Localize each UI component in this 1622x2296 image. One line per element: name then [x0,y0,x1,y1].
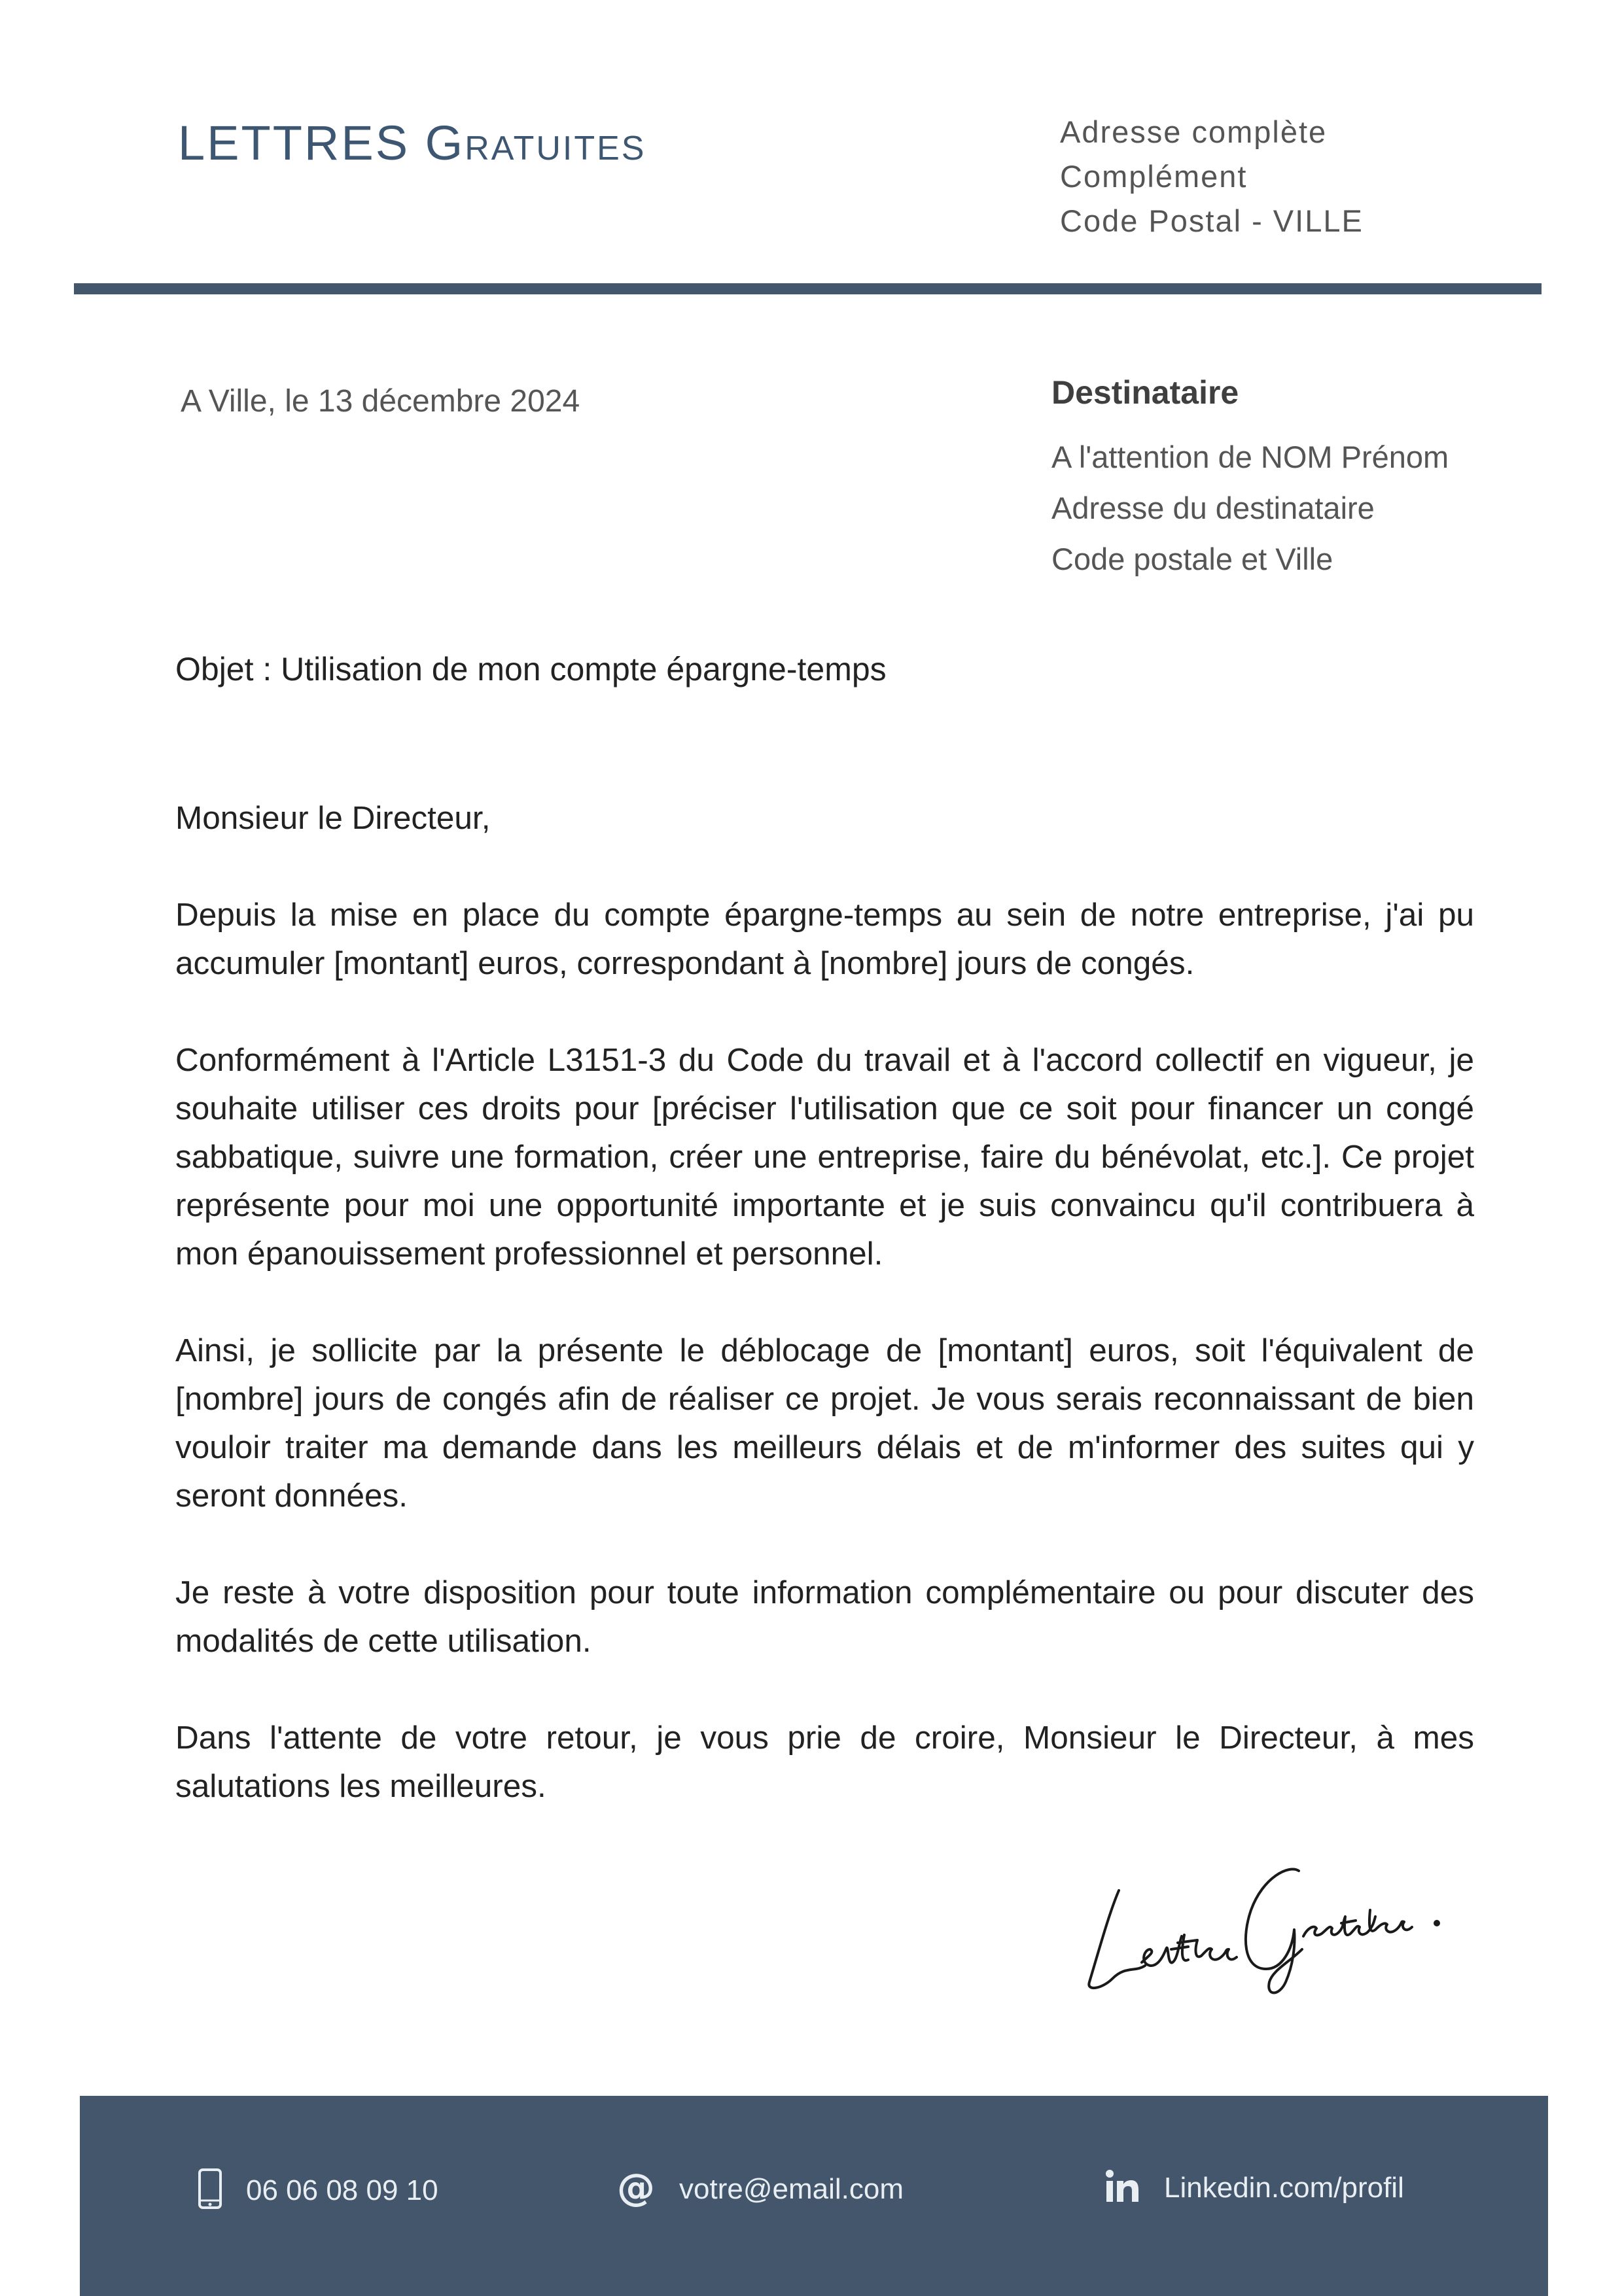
body-paragraph: Je reste à votre disposition pour toute information complémentaire ou pour discuter des modalités de cette utilisation. [175,1574,1474,1659]
sender-address-line: Code Postal - VILLE [1060,203,1364,238]
footer-phone-text: 06 06 08 09 10 [246,2174,438,2206]
recipient-title: Destinataire [1051,374,1239,411]
linkedin-icon [1104,2168,1140,2208]
recipient-line: Adresse du destinataire [1051,491,1375,525]
body-paragraph: Conformément à l'Article L3151-3 du Code du travail et à l'accord collectif en vigueur, je souhaite utiliser ces droits pour [préciser l'utilisation que ce soit pour financer un congé sabbatique, suivre une formation, créer une entreprise, faire du bénévolat, etc.]. Ce projet représente pour moi une opportunité importante et je suis convaincu qu'il contribuera à mon épanouissement professionnel et personnel. [175,1042,1474,1272]
footer-email [616,2168,904,2210]
subject-line: Objet : Utilisation de mon compte épargne-temps [175,651,887,687]
sender-address [1060,110,1364,243]
body-paragraph: Ainsi, je sollicite par la présente le déblocage de [montant] euros, soit l'équivalent de [nombre] jours de congés afin de réaliser ce projet. Je vous serais reconnaissant de bien vouloir traiter ma demande dans les meilleurs délais et de m'informer des suites qui y seront données. [175,1332,1474,1514]
letter-body [175,794,1474,1859]
phone-icon [198,2168,222,2213]
body-paragraph: Dans l'attente de votre retour, je vous prie de croire, Monsieur le Directeur, à mes salutations les meilleures. [175,1720,1474,1804]
recipient-line: Code postale et Ville [1051,542,1333,576]
header-divider [74,283,1542,294]
footer-email-text: votre@email.com [679,2172,904,2205]
sender-address-line: Adresse complète [1060,114,1328,149]
footer-linkedin-text: Linkedin.com/profil [1164,2171,1404,2204]
footer-bar [80,2096,1548,2296]
at-icon [616,2168,656,2210]
brand-title [178,115,646,171]
svg-text:@: @ [617,2168,655,2207]
greeting: Monsieur le Directeur, [175,800,491,836]
sender-address-line: Complément [1060,159,1248,194]
body-paragraph: Depuis la mise en place du compte épargne-temps au sein de notre entreprise, j'ai pu accumuler [montant] euros, correspondant à [nombre] jours de congés. [175,897,1474,981]
recipient-block [1051,372,1449,585]
brand-title-second: Gratuites [425,116,646,170]
date-line: A Ville, le 13 décembre 2024 [181,384,580,419]
footer-phone [198,2168,438,2213]
recipient-line: A l'attention de NOM Prénom [1051,440,1449,474]
footer-linkedin [1104,2168,1404,2208]
signature [1073,1851,1453,2008]
signature-drawing [1073,1851,1453,2008]
brand-title-first: LETTRES [178,116,410,170]
